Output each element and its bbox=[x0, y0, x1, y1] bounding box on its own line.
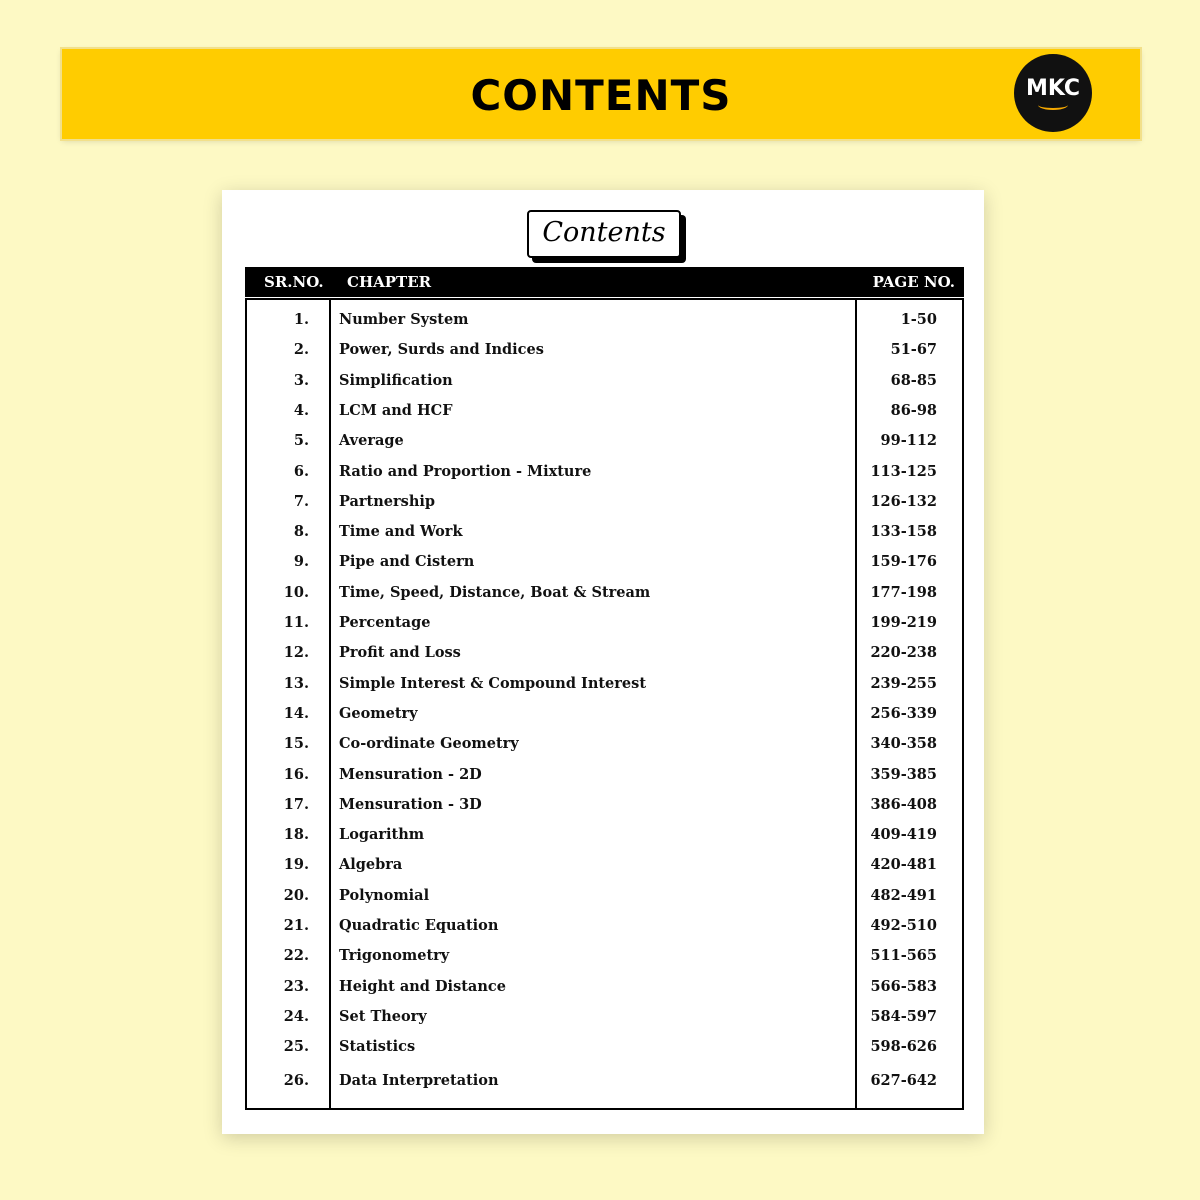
row-page-no: 199-219 bbox=[870, 614, 937, 631]
row-page-no: 177-198 bbox=[870, 583, 937, 601]
table-row bbox=[247, 914, 962, 938]
row-sr-no: 9. bbox=[293, 553, 309, 571]
row-page-no: 584-597 bbox=[870, 1007, 937, 1025]
table-row bbox=[247, 793, 962, 817]
table-row bbox=[247, 823, 962, 847]
row-sr-no: 25. bbox=[283, 1038, 309, 1056]
row-chapter: Partnership bbox=[339, 492, 436, 510]
row-sr-no: 16. bbox=[283, 765, 309, 783]
row-page-no: 359-385 bbox=[870, 765, 937, 783]
row-page-no: 256-339 bbox=[870, 704, 937, 722]
table-row bbox=[247, 763, 962, 787]
row-chapter: Number System bbox=[339, 311, 469, 328]
row-sr-no: 14. bbox=[283, 704, 309, 722]
row-chapter: Statistics bbox=[339, 1038, 416, 1056]
table-row bbox=[247, 338, 962, 362]
row-page-no: 598-626 bbox=[870, 1038, 937, 1056]
row-sr-no: 8. bbox=[293, 523, 309, 541]
row-chapter: Time, Speed, Distance, Boat & Stream bbox=[339, 583, 651, 601]
logo-text: MKC bbox=[1025, 76, 1081, 101]
row-chapter: Percentage bbox=[339, 614, 431, 631]
contents-page bbox=[222, 190, 984, 1134]
row-chapter: Power, Surds and Indices bbox=[339, 341, 544, 359]
row-page-no: 340-358 bbox=[870, 735, 937, 753]
row-page-no: 627-642 bbox=[870, 1071, 937, 1089]
row-chapter: Geometry bbox=[339, 704, 418, 722]
row-sr-no: 22. bbox=[283, 947, 309, 965]
row-chapter: LCM and HCF bbox=[339, 401, 453, 419]
table-row bbox=[247, 944, 962, 968]
row-chapter: Pipe and Cistern bbox=[339, 553, 475, 571]
table-row bbox=[247, 581, 962, 605]
row-page-no: 113-125 bbox=[870, 462, 937, 480]
row-chapter: Simplification bbox=[339, 371, 453, 389]
header-chapter: CHAPTER bbox=[347, 273, 432, 291]
row-sr-no: 18. bbox=[283, 826, 309, 844]
contents-heading: Contents bbox=[527, 210, 681, 258]
table-row bbox=[247, 672, 962, 696]
row-chapter: Logarithm bbox=[339, 826, 425, 844]
row-sr-no: 23. bbox=[283, 977, 309, 995]
row-sr-no: 3. bbox=[293, 371, 309, 389]
row-chapter: Polynomial bbox=[339, 886, 430, 904]
table-row bbox=[247, 732, 962, 756]
row-chapter: Simple Interest & Compound Interest bbox=[339, 674, 647, 692]
logo-smile-icon bbox=[1038, 100, 1068, 110]
header-sr-no: SR.NO. bbox=[264, 273, 324, 291]
row-chapter: Trigonometry bbox=[339, 947, 450, 965]
row-page-no: 492-510 bbox=[870, 917, 937, 934]
row-page-no: 51-67 bbox=[890, 341, 937, 359]
row-page-no: 482-491 bbox=[870, 886, 937, 904]
row-sr-no: 24. bbox=[283, 1007, 309, 1025]
table-row bbox=[247, 399, 962, 423]
row-chapter: Height and Distance bbox=[339, 977, 506, 995]
row-sr-no: 2. bbox=[293, 341, 309, 359]
table-row bbox=[247, 853, 962, 877]
row-chapter: Data Interpretation bbox=[339, 1071, 499, 1089]
row-sr-no: 12. bbox=[283, 644, 309, 662]
row-page-no: 386-408 bbox=[870, 795, 937, 813]
header-banner bbox=[62, 49, 1140, 139]
row-chapter: Mensuration - 2D bbox=[339, 765, 482, 783]
row-page-no: 159-176 bbox=[870, 553, 937, 571]
row-page-no: 99-112 bbox=[880, 432, 937, 450]
table-row bbox=[247, 550, 962, 574]
table-row bbox=[247, 611, 962, 635]
row-chapter: Co-ordinate Geometry bbox=[339, 735, 519, 753]
row-sr-no: 19. bbox=[283, 856, 309, 874]
row-sr-no: 11. bbox=[283, 614, 309, 631]
contents-table bbox=[245, 298, 964, 1110]
banner-title: CONTENTS bbox=[470, 71, 732, 120]
row-sr-no: 26. bbox=[283, 1071, 309, 1089]
table-row bbox=[247, 520, 962, 544]
table-row bbox=[247, 641, 962, 665]
row-sr-no: 21. bbox=[283, 917, 309, 934]
table-row bbox=[247, 308, 962, 332]
table-row bbox=[247, 490, 962, 514]
table-row bbox=[247, 460, 962, 484]
row-page-no: 420-481 bbox=[870, 856, 937, 874]
row-sr-no: 10. bbox=[283, 583, 309, 601]
table-row bbox=[247, 1035, 962, 1059]
row-sr-no: 7. bbox=[293, 492, 309, 510]
row-sr-no: 6. bbox=[293, 462, 309, 480]
row-sr-no: 15. bbox=[283, 735, 309, 753]
row-sr-no: 5. bbox=[293, 432, 309, 450]
row-chapter: Ratio and Proportion - Mixture bbox=[339, 462, 592, 480]
table-row bbox=[247, 975, 962, 999]
row-page-no: 409-419 bbox=[870, 826, 937, 844]
mkc-logo bbox=[1014, 54, 1092, 132]
row-chapter: Profit and Loss bbox=[339, 644, 461, 662]
row-chapter: Average bbox=[339, 432, 404, 450]
table-row bbox=[247, 429, 962, 453]
row-page-no: 239-255 bbox=[870, 674, 937, 692]
row-page-no: 220-238 bbox=[870, 644, 937, 662]
row-sr-no: 4. bbox=[293, 401, 309, 419]
row-sr-no: 13. bbox=[283, 674, 309, 692]
row-page-no: 133-158 bbox=[870, 523, 937, 541]
row-chapter: Time and Work bbox=[339, 523, 463, 541]
row-sr-no: 1. bbox=[293, 311, 309, 328]
row-chapter: Mensuration - 3D bbox=[339, 795, 482, 813]
table-row bbox=[247, 884, 962, 908]
row-page-no: 68-85 bbox=[890, 371, 937, 389]
table-row bbox=[247, 702, 962, 726]
row-sr-no: 20. bbox=[283, 886, 309, 904]
row-page-no: 86-98 bbox=[890, 401, 937, 419]
table-row bbox=[247, 369, 962, 393]
row-page-no: 1-50 bbox=[900, 311, 937, 328]
row-sr-no: 17. bbox=[283, 795, 309, 813]
table-row bbox=[247, 1005, 962, 1029]
row-page-no: 511-565 bbox=[870, 947, 937, 965]
row-chapter: Set Theory bbox=[339, 1007, 427, 1025]
row-chapter: Algebra bbox=[339, 856, 403, 874]
row-chapter: Quadratic Equation bbox=[339, 917, 499, 934]
row-page-no: 566-583 bbox=[870, 977, 937, 995]
table-header bbox=[245, 267, 964, 297]
header-page-no: PAGE NO. bbox=[872, 273, 955, 291]
row-page-no: 126-132 bbox=[870, 492, 937, 510]
table-row bbox=[247, 1069, 962, 1093]
